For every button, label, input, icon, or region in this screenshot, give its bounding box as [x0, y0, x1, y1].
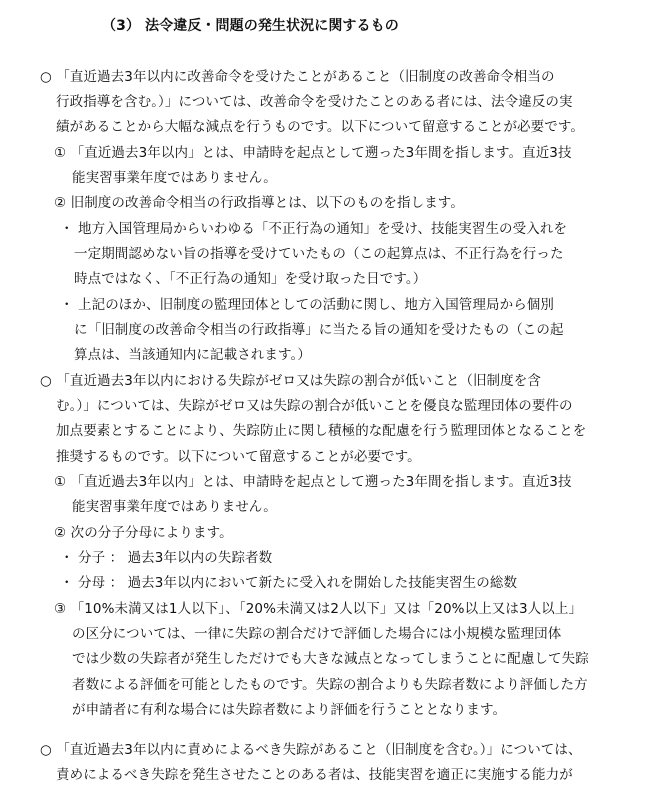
paragraph-line: ○ 「直近過去3年以内に責めによるべき失踪があること（旧制度を含む。）」については、: [40, 742, 582, 758]
list-item-line: では少数の失踪者が発生しただけでも大きな減点となってしまうことに配慮して失踪: [72, 651, 589, 667]
list-item-line: ③ 「10%未満又は1人以下」、「20%未満又は2人以下」又は「20%以上又は3人以上」: [54, 601, 583, 617]
list-item-line: が申請者に有利な場合には失踪者数により評価を行うこととなります。: [72, 702, 507, 718]
bullet-item-line: ・ 地方入国管理局からいわゆる「不正行為の通知」を受け、技能実習生の受入れを: [60, 221, 568, 237]
bullet-item-line: 時点ではなく、「不正行為の通知」を受け取った日です。）: [74, 271, 427, 287]
list-item-line: 者数による評価を可能としたものです。失踪の割合よりも失踪者数により評価した方: [72, 677, 588, 693]
bullet-item-line: ・ 分母 ： 過去3年以内において新たに受入れを開始した技能実習生の総数: [60, 575, 518, 591]
list-item-line: ① 「直近過去3年以内」とは、申請時を起点として遡った3年間を指します。直近3技: [54, 474, 572, 490]
paragraph-line: ○ 「直近過去3年以内における失踪がゼロ又は失踪の割合が低いこと（旧制度を含: [40, 373, 541, 389]
list-item-line: ① 「直近過去3年以内」とは、申請時を起点として遡った3年間を指します。直近3技: [54, 145, 572, 161]
paragraph-line: む。）」については、失踪がゼロ又は失踪の割合が低いことを優良な監理団体の要件の: [56, 398, 573, 414]
paragraph-line: ○ 「直近過去3年以内に改善命令を受けたことがあること（旧制度の改善命令相当の: [40, 69, 555, 85]
paragraph-line: 推奨するものです。以下について留意することが必要です。: [56, 449, 421, 465]
bullet-item-line: 一定期間認めない旨の指導を受けていたもの（この起算点は、不正行為を行った: [74, 246, 564, 262]
list-item-line: 能実習事業年度ではありません。: [72, 170, 277, 186]
list-item-line: の区分については、一律に失踪の割合だけで評価した場合には小規模な監理団体: [72, 626, 562, 642]
bullet-item-line: に「旧制度の改善命令相当の行政指導」に当たる旨の通知を受けたもの（この起: [74, 322, 564, 338]
paragraph-line: 責めによるべき失踪を発生させたことのある者は、技能実習を適正に実施する能力が: [56, 767, 573, 783]
list-item-line: ② 旧制度の改善命令相当の行政指導とは、以下のものを指します。: [54, 195, 464, 211]
section-title: （3） 法令違反・問題の発生状況に関するもの: [102, 18, 399, 34]
bullet-item-line: ・ 分子 ： 過去3年以内の失踪者数: [60, 550, 273, 566]
bullet-item-line: 算点は、当該通知内に記載されます。）: [74, 347, 311, 363]
paragraph-line: 加点要素とすることにより、失踪防止に関し積極的な配慮を行う監理団体となることを: [56, 423, 587, 439]
list-item-line: ② 次の分子分母によります。: [54, 525, 233, 541]
paragraph-line: 績があることから大幅な減点を行うものです。以下について留意することが必要です。: [56, 119, 584, 135]
list-item-line: 能実習事業年度ではありません。: [72, 499, 277, 515]
bullet-item-line: ・ 上記のほか、旧制度の監理団体としての活動に関し、地方入国管理局から個別: [60, 297, 554, 313]
paragraph-line: 行政指導を含む。）」については、改善命令を受けたことのある者には、法令違反の実: [56, 94, 573, 110]
